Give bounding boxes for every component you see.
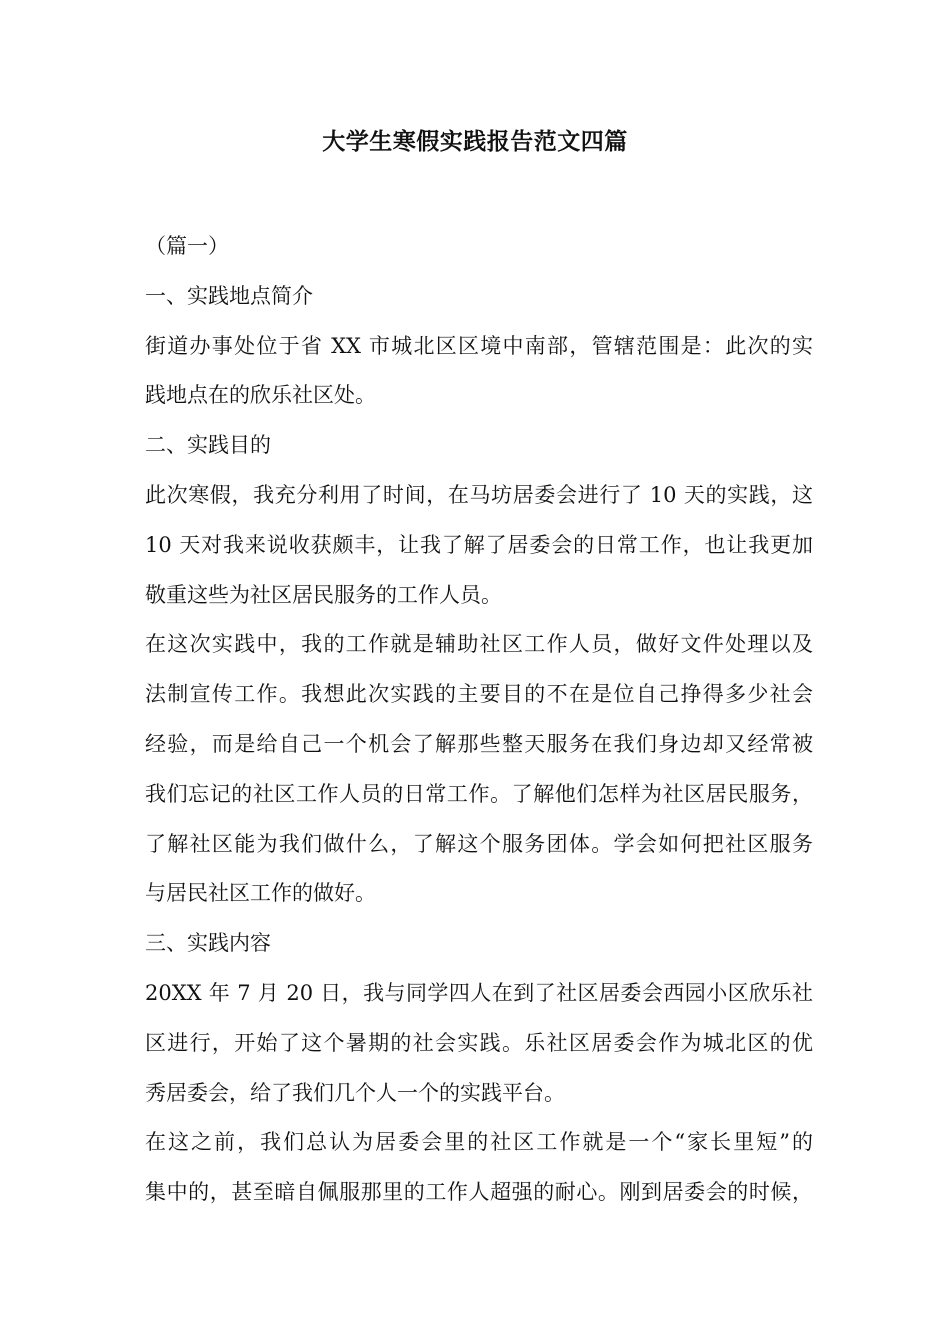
paragraph-line: 敬重这些为社区居民服务的工作人员。 <box>145 582 502 607</box>
paragraph-line: 法制宣传工作。我想此次实践的主要目的不在是位自己挣得多少社会 <box>145 682 813 707</box>
paragraph-line: 在这次实践中，我的工作就是辅助社区工作人员，做好文件处理以及 <box>145 632 813 657</box>
paragraph-line: 20XX 年 7 月 20 日，我与同学四人在到了社区居委会西园小区欣乐社 <box>145 980 813 1005</box>
heading-purpose: 二、实践目的 <box>145 433 271 458</box>
paragraph-line: 与居民社区工作的做好。 <box>145 881 376 906</box>
paragraph-line: 经验，而是给自己一个机会了解那些整天服务在我们身边却又经常被 <box>145 731 813 756</box>
paragraph-line: 区进行，开始了这个暑期的社会实践。乐社区居委会作为城北区的优 <box>145 1030 813 1055</box>
paragraph-line: 10 天对我来说收获颇丰，让我了解了居委会的日常工作，也让我更加 <box>145 532 813 557</box>
paragraph-line: 践地点在的欣乐社区处。 <box>145 383 376 408</box>
paragraph-line: 街道办事处位于省 XX 市城北区区境中南部，管辖范围是：此次的实 <box>145 333 813 358</box>
paragraph-line: 此次寒假，我充分利用了时间，在马坊居委会进行了 10 天的实践，这 <box>145 482 813 507</box>
paragraph-line: 了解社区能为我们做什么，了解这个服务团体。学会如何把社区服务 <box>145 831 813 856</box>
paragraph-line: 秀居委会，给了我们几个人一个的实践平台。 <box>145 1080 565 1105</box>
paragraph-line: 我们忘记的社区工作人员的日常工作。了解他们怎样为社区居民服务， <box>145 781 813 806</box>
paragraph-line: 在这之前，我们总认为居委会里的社区工作就是一个“家长里短”的 <box>145 1130 813 1155</box>
heading-content: 三、实践内容 <box>145 931 271 956</box>
paragraph-line: 集中的，甚至暗自佩服那里的工作人超强的耐心。刚到居委会的时候， <box>145 1180 813 1205</box>
document-title: 大学生寒假实践报告范文四篇 <box>322 128 628 155</box>
section-label: （篇一） <box>145 234 229 258</box>
document-body <box>145 222 813 1218</box>
heading-location: 一、实践地点简介 <box>145 283 313 308</box>
